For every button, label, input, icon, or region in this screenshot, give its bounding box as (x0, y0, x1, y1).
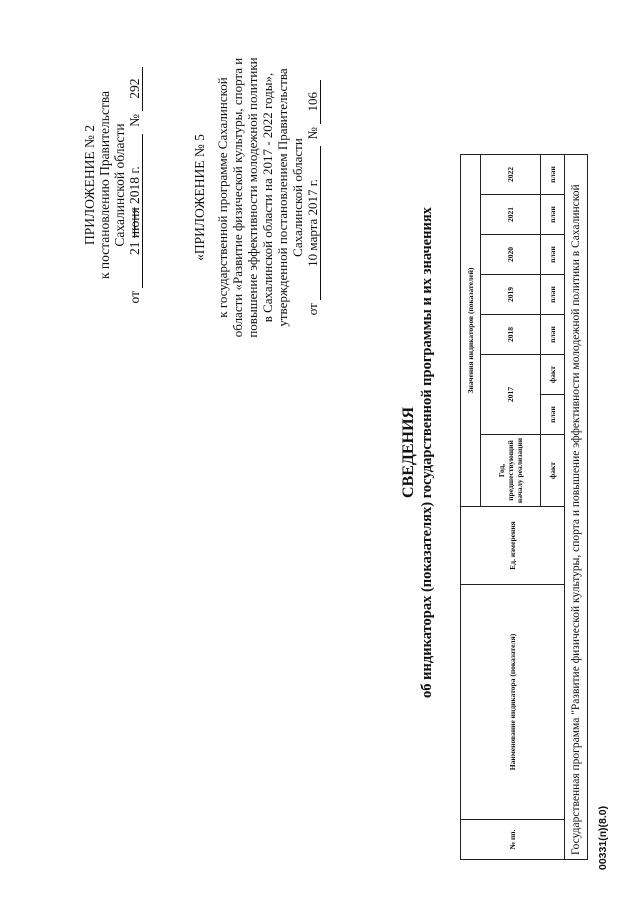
col-num-header: № пп. (461, 820, 565, 860)
fact-header: факт (541, 355, 565, 395)
year-header: 2018 (481, 315, 541, 355)
table-row (565, 155, 588, 860)
title-main: СВЕДЕНИЯ (400, 406, 417, 499)
year-header: 2022 (481, 155, 541, 195)
plan-header: план (541, 315, 565, 355)
resolution-line: к постановлению Правительства (97, 90, 112, 280)
approval-date: 10 марта 2017 г. (305, 146, 321, 300)
col-name-header: Наименование индикатора (показателя) (461, 585, 565, 820)
plan-header: план (541, 395, 565, 435)
program-row: Государственная программа "Развитие физической культуры, спорта и повышение эффективности молодежной политики в Сахалинской (565, 155, 588, 860)
approval-block (192, 50, 321, 345)
appendix-number: ПРИЛОЖЕНИЕ № 2 (82, 124, 97, 246)
indicators-table (460, 154, 588, 860)
year-header: 2021 (481, 195, 541, 235)
approval-line: области «Развитие физической культуры, спорта и (230, 57, 245, 338)
approval-line: утвержденной постановлением Правительства (275, 68, 290, 327)
region-line: Сахалинской области (112, 123, 127, 247)
plan-header: план (541, 235, 565, 275)
title-sub: об индикаторах (показателях) государственной программы и их значениях (419, 207, 435, 698)
approval-line: Сахалинской области (290, 138, 305, 257)
document-title (400, 0, 436, 905)
col-unit-header: Ед. измерения (461, 507, 565, 585)
approval-number: 106 (305, 80, 321, 124)
approval-appendix: «ПРИЛОЖЕНИЕ № 5 (192, 134, 207, 261)
table-header-row (461, 155, 481, 860)
document-code: 00331(п)(8.0) (597, 805, 609, 870)
appendix-header (82, 65, 143, 305)
resolution-date-line: от 21 июня 2018 г. № 292 (127, 65, 143, 305)
plan-header: план (541, 275, 565, 315)
approval-line: повышение эффективности молодежной политики (245, 57, 260, 338)
resolution-number: 292 (127, 67, 143, 111)
plan-header: план (541, 195, 565, 235)
plan-header: план (541, 155, 565, 195)
fact-header: факт (541, 435, 565, 507)
col-values-header: Значения индикаторов (показателей) (461, 155, 481, 507)
year-header: 2020 (481, 235, 541, 275)
approval-line: к государственной программе Сахалинской (215, 77, 230, 318)
year-header: 2017 (481, 355, 541, 435)
approval-date-line: от 10 марта 2017 г. № 106 (305, 50, 321, 345)
year-header: 2019 (481, 275, 541, 315)
approval-line: в Сахалинской области на 2017 - 2022 годы», (260, 72, 275, 323)
col-base-year-header: Год, предшествующий началу реализации (481, 435, 541, 507)
resolution-date: 21 июня 2018 г. (127, 134, 143, 288)
